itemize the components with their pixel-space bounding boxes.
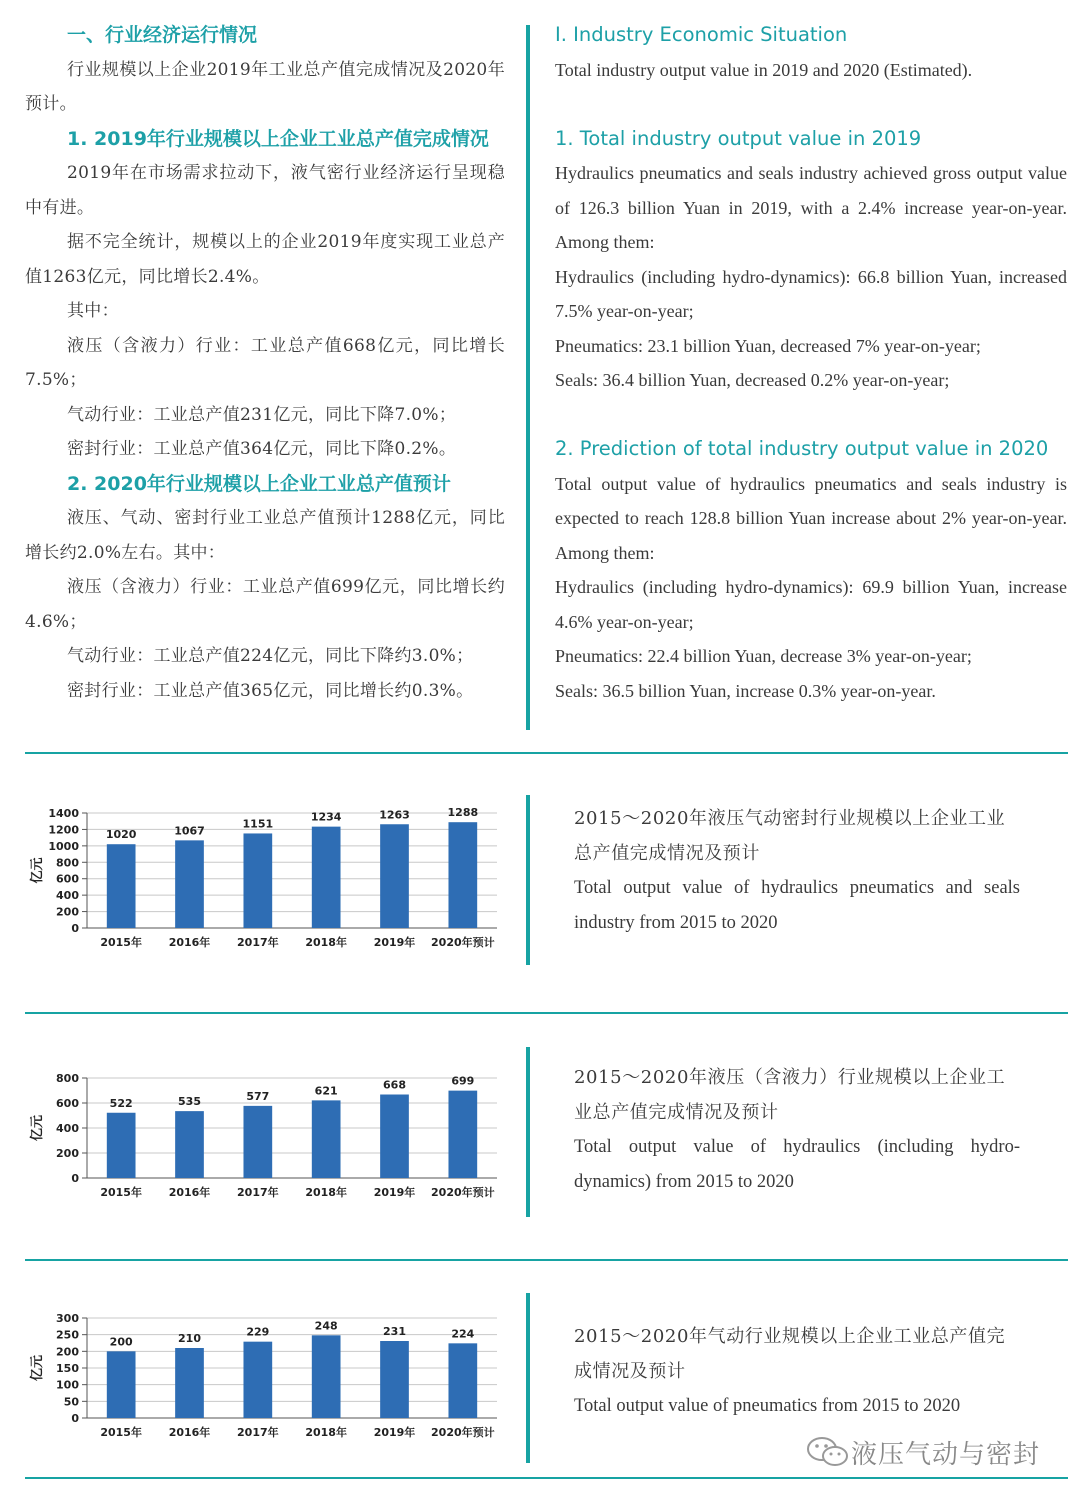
data-label: 1263 <box>379 808 410 822</box>
x-tick-label: 2020年预计 <box>431 1426 495 1439</box>
bar <box>107 1113 136 1178</box>
data-label: 248 <box>314 1319 338 1333</box>
chart-3-caption-cn: 2015～2020年气动行业规模以上企业工业总产值完成情况及预计 <box>574 1326 1006 1382</box>
bar <box>243 833 272 928</box>
cn-paragraph-2: 据不完全统计，规模以上的企业2019年度实现工业总产值1263亿元，同比增长2.4%。 <box>25 232 505 287</box>
bar <box>107 844 136 928</box>
en-paragraph-2: Hydraulics (including hydro-dynamics): 66.8 billion Yuan, increased 7.5% year-on-year; <box>555 266 1067 321</box>
x-tick-label: 2020年预计 <box>431 1186 495 1199</box>
y-tick-label: 400 <box>56 1122 79 1135</box>
data-label: 210 <box>178 1332 201 1345</box>
cn-paragraph-9: 气动行业：工业总产值224亿元，同比下降约3.0%； <box>67 646 474 666</box>
chart-2-caption-cn: 2015～2020年液压（含液力）行业规模以上企业工业总产值完成情况及预计 <box>574 1067 1006 1123</box>
y-tick-label: 0 <box>71 1172 79 1185</box>
x-tick-label: 2017年 <box>237 936 279 949</box>
bar <box>312 827 341 928</box>
cn-paragraph-6: 密封行业：工业总产值364亿元，同比下降0.2%。 <box>67 439 457 459</box>
y-tick-label: 1200 <box>48 823 79 837</box>
y-tick-label: 1000 <box>48 839 79 853</box>
cn-paragraph-1: 2019年在市场需求拉动下，液气密行业经济运行呈现稳中有进。 <box>25 163 505 218</box>
bar <box>448 822 477 928</box>
chart-2-caption-en: Total output value of hydraulics (including hydro-dynamics) from 2015 to 2020 <box>574 1137 1020 1192</box>
section-divider <box>25 1259 1068 1261</box>
chart-1-caption-cn: 2015～2020年液压气动密封行业规模以上企业工业总产值完成情况及预计 <box>574 808 1006 864</box>
data-label: 577 <box>246 1089 270 1103</box>
bar <box>380 1095 409 1179</box>
data-label: 522 <box>109 1096 133 1110</box>
data-label: 231 <box>383 1325 406 1338</box>
y-axis-label: 亿元 <box>30 857 45 884</box>
en-paragraph-4: Seals: 36.4 billion Yuan, decreased 0.2% year-on-year; <box>555 370 950 390</box>
chart-pneumatics-output <box>25 1300 505 1445</box>
data-label: 1151 <box>242 817 274 831</box>
data-label: 1067 <box>174 824 205 838</box>
y-axis-label: 亿元 <box>30 1354 45 1382</box>
en-paragraph-7: Pneumatics: 22.4 billion Yuan, decrease 3% year-on-year; <box>555 646 972 666</box>
data-label: 699 <box>451 1074 475 1088</box>
en-paragraph-8: Seals: 36.5 billion Yuan, increase 0.3% year-on-year. <box>555 680 936 701</box>
y-tick-label: 200 <box>56 1147 79 1160</box>
bar <box>107 1351 136 1418</box>
chart-hydraulics-output <box>25 1060 505 1205</box>
en-subsection-2-title: 2. Prediction of total industry output value in 2020 <box>555 437 1049 460</box>
y-tick-label: 800 <box>56 856 79 870</box>
x-tick-label: 2018年 <box>305 1186 347 1199</box>
chart-3-caption-en: Total output value of pneumatics from 2015 to 2020 <box>574 1396 961 1416</box>
cn-paragraph-4: 液压（含液力）行业：工业总产值668亿元，同比增长7.5%； <box>25 335 505 390</box>
x-tick-label: 2019年 <box>373 1426 416 1439</box>
caption-accent-bar <box>526 1047 530 1217</box>
x-tick-label: 2019年 <box>373 936 416 949</box>
y-tick-label: 600 <box>56 1097 79 1110</box>
chart-1-caption-en: Total output value of hydraulics pneumatics and seals industry from 2015 to 2020 <box>574 878 1020 933</box>
y-tick-label: 200 <box>56 905 79 919</box>
cn-paragraph-8: 液压（含液力）行业：工业总产值699亿元，同比增长约4.6%； <box>25 577 505 632</box>
data-label: 535 <box>178 1095 201 1109</box>
bar <box>312 1100 341 1178</box>
caption-accent-bar <box>526 795 530 965</box>
y-tick-label: 1400 <box>48 807 79 820</box>
data-label: 200 <box>109 1335 133 1349</box>
x-tick-label: 2019年 <box>373 1186 416 1199</box>
y-tick-label: 100 <box>56 1378 79 1392</box>
x-tick-label: 2020年预计 <box>431 936 495 949</box>
bar <box>175 840 204 928</box>
english-column <box>555 18 1067 708</box>
section-divider <box>25 1012 1068 1014</box>
y-tick-label: 400 <box>56 889 79 903</box>
y-tick-label: 600 <box>56 872 79 886</box>
chart-3-caption <box>574 1320 1020 1424</box>
bar <box>380 824 409 928</box>
en-section-title: I. Industry Economic Situation <box>555 23 848 46</box>
y-tick-label: 800 <box>56 1072 79 1085</box>
bar <box>312 1335 341 1418</box>
data-label: 1234 <box>310 810 342 824</box>
bar <box>243 1106 272 1178</box>
x-tick-label: 2016年 <box>168 1186 211 1199</box>
data-label: 668 <box>383 1078 406 1092</box>
y-tick-label: 300 <box>56 1312 79 1325</box>
cn-paragraph-3: 其中： <box>67 301 119 321</box>
x-tick-label: 2017年 <box>237 1426 279 1439</box>
x-tick-label: 2015年 <box>100 936 142 949</box>
data-label: 229 <box>246 1325 270 1339</box>
x-tick-label: 2015年 <box>100 1186 142 1199</box>
bar <box>448 1343 477 1418</box>
column-divider <box>526 25 530 730</box>
en-paragraph-3: Pneumatics: 23.1 billion Yuan, decreased 7% year-on-year; <box>555 335 981 356</box>
y-tick-label: 0 <box>71 1412 79 1425</box>
x-tick-label: 2018年 <box>305 1426 347 1439</box>
chart-2-caption <box>574 1061 1020 1199</box>
bar <box>380 1341 409 1418</box>
en-subsection-1-title: 1. Total industry output value in 2019 <box>555 126 922 150</box>
data-label: 1020 <box>105 828 137 842</box>
data-label: 224 <box>451 1327 475 1341</box>
data-label: 621 <box>314 1084 338 1098</box>
data-label: 1288 <box>447 806 479 820</box>
bar <box>175 1348 204 1418</box>
section-divider <box>25 752 1068 754</box>
x-tick-label: 2017年 <box>237 1186 279 1199</box>
chart-1-caption <box>574 802 1020 940</box>
cn-subsection-1-title: 1. 2019年行业规模以上企业工业总产值完成情况 <box>67 127 489 150</box>
wechat-icon <box>805 1435 851 1469</box>
y-tick-label: 50 <box>63 1395 79 1409</box>
en-paragraph-1: Hydraulics pneumatics and seals industry achieved gross output value of 126.3 billion Yuan in 2019, with a 2.4% increase year-on-year. Among them: <box>555 163 1067 252</box>
x-tick-label: 2016年 <box>168 936 211 949</box>
caption-accent-bar <box>526 1293 530 1463</box>
cn-subsection-2-title: 2. 2020年行业规模以上企业工业总产值预计 <box>67 472 451 495</box>
en-paragraph-5: Total output value of hydraulics pneumatics and seals industry is expected to reach 128.8 billion Yuan increase about 2% year-on-year. Among them: <box>555 473 1067 563</box>
watermark <box>805 1432 1055 1472</box>
en-intro: Total industry output value in 2019 and 2020 (Estimated). <box>555 59 973 80</box>
cn-section-title: 一、行业经济运行情况 <box>67 24 258 46</box>
cn-paragraph-10: 密封行业：工业总产值365亿元，同比增长约0.3%。 <box>67 680 474 701</box>
chinese-column <box>25 18 505 708</box>
section-divider <box>25 1477 1068 1479</box>
y-tick-label: 150 <box>56 1362 79 1375</box>
chart-total-output <box>25 795 505 955</box>
cn-intro: 行业规模以上企业2019年工业总产值完成情况及2020年预计。 <box>25 59 505 114</box>
cn-paragraph-7: 液压、气动、密封行业工业总产值预计1288亿元，同比增长约2.0%左右。其中： <box>25 508 505 563</box>
bar <box>448 1091 477 1178</box>
x-tick-label: 2016年 <box>168 1426 211 1439</box>
y-tick-label: 250 <box>56 1328 79 1342</box>
x-tick-label: 2015年 <box>100 1426 142 1439</box>
cn-paragraph-5: 气动行业：工业总产值231亿元，同比下降7.0%； <box>67 404 457 425</box>
y-tick-label: 200 <box>56 1345 79 1359</box>
bar <box>175 1111 204 1178</box>
y-tick-label: 0 <box>71 922 79 935</box>
y-axis-label: 亿元 <box>30 1114 45 1142</box>
x-tick-label: 2018年 <box>305 936 347 949</box>
watermark-text: 液压气动与密封 <box>851 1439 1041 1470</box>
en-paragraph-6: Hydraulics (including hydro-dynamics): 69.9 billion Yuan, increase 4.6% year-on-year; <box>555 577 1067 632</box>
bar <box>243 1342 272 1418</box>
